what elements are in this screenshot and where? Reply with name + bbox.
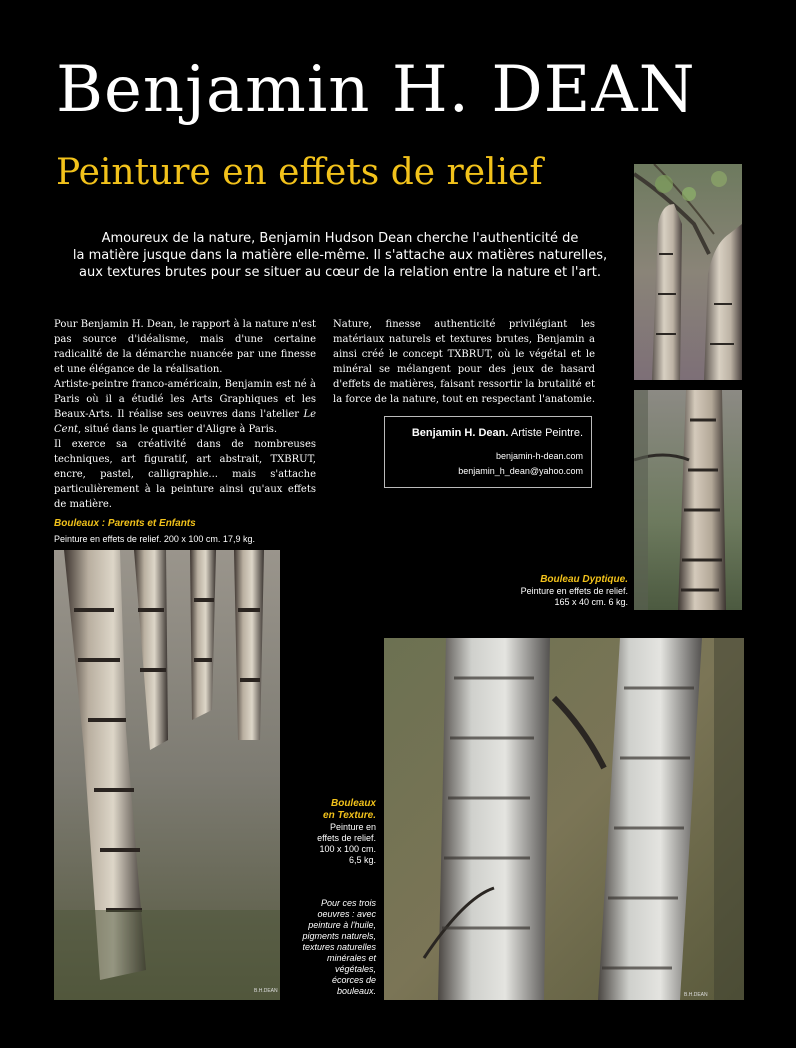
artist-name-title: Benjamin H. DEAN [56, 53, 696, 127]
note-line: textures naturelles [302, 942, 376, 952]
caption-text: Peinture en [329, 822, 376, 832]
body-column-left [54, 317, 316, 512]
page-subtitle: Peinture en effets de relief [56, 152, 543, 193]
signature: B.H.DEAN [254, 988, 278, 994]
caption-parents-enfants [54, 518, 354, 545]
intro-line: la matière jusque dans la matière elle-même. Il s'attache aux matières naturelles, [72, 248, 608, 263]
intro-paragraph [40, 230, 640, 281]
body-text: Artiste-peintre franco-américain, Benjamin est né à Paris où il a étudié les Arts Graphiques et les Beaux-Arts. Il réalise ses oeuvres dans l'atelier [54, 379, 316, 420]
body-paragraph: Il exerce sa créativité dans de nombreuses techniques, art figuratif, art abstrait, TXBRUT, encre, pastel, calligraphie... mais s'attache particulièrement à la peinture ainsi qu'aux effets de matière. [54, 439, 316, 510]
intro-line: aux textures brutes pour se situer au cœur de la relation entre la nature et l'art. [79, 265, 601, 280]
contact-role: Artiste Peintre. [510, 427, 583, 439]
studio-name: Le Cent [54, 409, 316, 435]
body-column-right [333, 317, 595, 407]
diptych-top-panel [634, 164, 742, 380]
caption-text: 6,5 kg. [348, 855, 376, 865]
painting-bouleaux-texture [384, 638, 744, 1000]
caption-texture [296, 798, 376, 866]
body-paragraph: Nature, finesse authenticité privilégiant les matériaux naturels et textures brutes, Benjamin a ainsi créé le concept TXBRUT, où le végétal et le minéral se mélangent pour des jeux de hasard d'effets de matières, faisant ressortir la brutalité et la force de la nature, tout en respectant l'anatomie. [333, 319, 596, 405]
body-text: , situé dans le quartier d'Aligre à Paris. [78, 424, 278, 435]
contact-name-line [393, 427, 583, 439]
body-paragraph: Pour Benjamin H. Dean, le rapport à la nature n'est pas source d'idéalisme, mais d'une certaine radicalité de la démarche nuancée par une finesse et une élégance de la réalisation. [54, 319, 316, 375]
caption-title: en Texture. [323, 810, 376, 821]
caption-text: 165 x 40 cm. 6 kg. [554, 597, 628, 607]
note-line: bouleaux. [336, 986, 376, 996]
intro-line: Amoureux de la nature, Benjamin Hudson Dean cherche l'authenticité de [101, 231, 579, 246]
contact-email[interactable]: benjamin_h_dean@yahoo.com [458, 466, 583, 476]
caption-text: 100 x 100 cm. [319, 844, 376, 854]
contact-card [384, 416, 592, 488]
note-line: Pour ces trois [320, 898, 376, 908]
contact-name: Benjamin H. Dean. [411, 427, 509, 439]
contact-website[interactable]: benjamin-h-dean.com [495, 451, 583, 461]
note-line: peinture à l'huile, [308, 920, 376, 930]
painting-parents-enfants [54, 550, 280, 1000]
diptych-bottom-panel [634, 390, 742, 610]
caption-title: Bouleaux [330, 798, 376, 809]
caption-title: Bouleau Dyptique. [540, 574, 628, 585]
caption-text: Peinture en effets de relief. [520, 586, 628, 596]
caption-text: Peinture en effets de relief. 200 x 100 cm. 17,9 kg. [54, 534, 255, 544]
note-line: oeuvres : avec [317, 909, 376, 919]
note-line: écorces de [331, 975, 376, 985]
caption-title: Bouleaux : Parents et Enfants [54, 518, 196, 529]
note-line: végétales, [334, 964, 376, 974]
caption-diptych [470, 574, 628, 608]
note-line: minérales et [326, 953, 376, 963]
caption-text: effets de relief. [317, 833, 376, 843]
materials-note [282, 898, 376, 997]
signature: B.H.DEAN [684, 992, 708, 998]
body-paragraph [54, 377, 316, 437]
note-line: pigments naturels, [302, 931, 376, 941]
